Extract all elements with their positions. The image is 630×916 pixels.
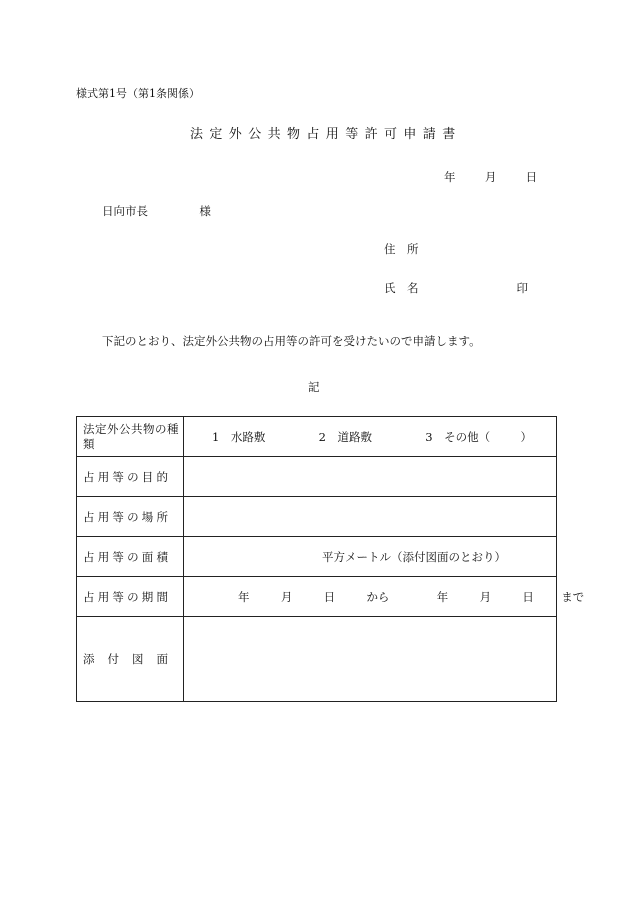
purpose-label: 占用等の目的 — [77, 457, 184, 497]
purpose-value — [184, 457, 557, 497]
applicant-name-label: 氏 名 — [384, 281, 419, 295]
kind-options — [184, 417, 557, 457]
kind-option-1: 1 水路敷 — [212, 429, 266, 444]
area-value — [184, 537, 557, 577]
place-label: 占用等の場所 — [77, 497, 184, 537]
period-end-year: 年 — [436, 589, 449, 604]
date-line — [444, 169, 537, 185]
addressee — [102, 203, 211, 219]
applicant-address-label: 住 所 — [384, 242, 419, 256]
period-end-month: 月 — [479, 589, 492, 604]
table-row-kind — [77, 417, 557, 457]
document-title: 法定外公共物占用等許可申請書 — [190, 127, 462, 142]
addressee-name: 日向市長 — [102, 204, 148, 218]
period-label: 占用等の期間 — [77, 577, 184, 617]
kind-option-2: 2 道路敷 — [318, 429, 372, 444]
kind-close-paren: ） — [520, 429, 532, 444]
period-from: から — [366, 589, 390, 604]
attachment-value — [184, 617, 557, 702]
period-start-year: 年 — [238, 589, 250, 604]
table-row-area — [77, 537, 557, 577]
table-row-purpose — [77, 457, 557, 497]
table-row-period — [77, 577, 557, 617]
period-end-day: 日 — [522, 589, 534, 604]
addressee-honorific: 様 — [199, 204, 211, 218]
period-start-day: 日 — [323, 589, 336, 604]
attachment-label: 添付図面 — [77, 617, 184, 702]
intro-text: 下記のとおり、法定外公共物の占用等の許可を受けたいので申請します。 — [102, 334, 481, 348]
table-row-attachment — [77, 617, 557, 702]
date-month: 月 — [484, 170, 497, 184]
form-number: 様式第1号（第1条関係） — [76, 87, 200, 100]
period-until: まで — [561, 589, 585, 604]
application-table — [76, 416, 585, 702]
kind-option-3: 3 その他（ — [425, 429, 491, 444]
ki-heading: 記 — [308, 380, 320, 394]
period-value — [184, 577, 585, 617]
kind-label: 法定外公共物の種類 — [77, 417, 184, 457]
period-start-month: 月 — [280, 589, 293, 604]
table-row-place — [77, 497, 557, 537]
date-day: 日 — [525, 170, 538, 184]
applicant-name-line — [384, 280, 534, 296]
date-year: 年 — [444, 170, 456, 184]
area-unit-text: 平方メートル（添付図面のとおり） — [322, 549, 506, 564]
seal-mark: 印 — [516, 281, 528, 295]
place-value — [184, 497, 557, 537]
area-label: 占用等の面積 — [77, 537, 184, 577]
